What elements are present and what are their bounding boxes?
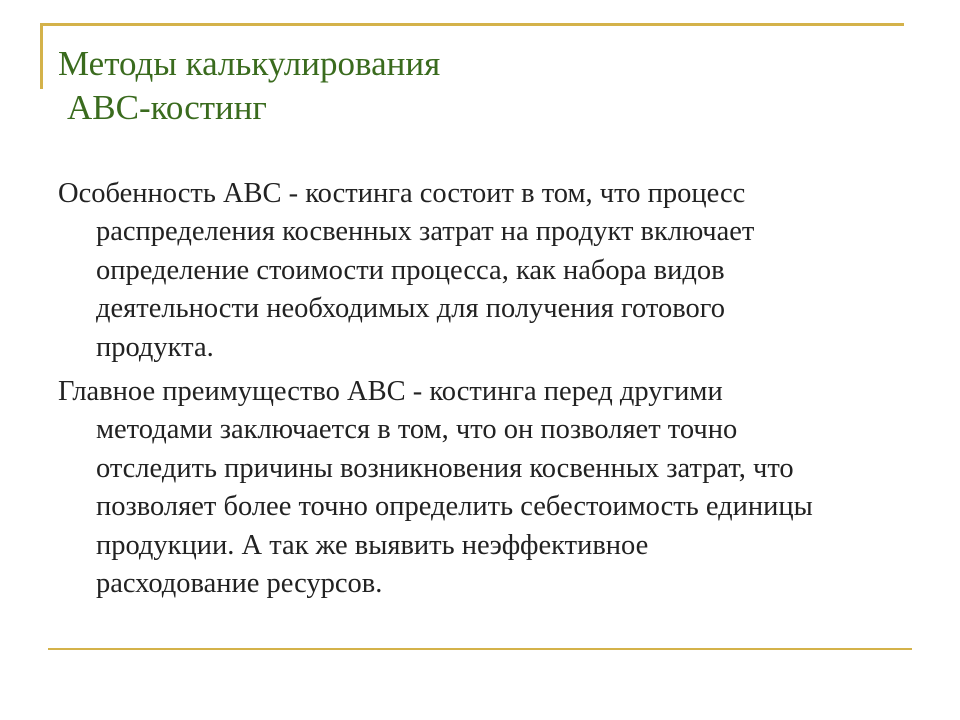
text-line: расходование ресурсов. — [96, 568, 383, 600]
text-line: деятельности необходимых для получения готового — [96, 293, 725, 325]
text-line: Главное преимущество АВС - костинга перед другими — [58, 376, 723, 408]
text-line: методами заключается в том, что он позволяет точно — [96, 414, 738, 446]
text-line: продукции. А так же выявить неэффективное — [96, 529, 649, 561]
text-line: распределения косвенных затрат на продукт включает — [96, 216, 755, 248]
bottom-rule — [48, 648, 912, 650]
text-line: отследить причины возникновения косвенных затрат, что — [96, 452, 794, 484]
slide-body — [58, 175, 918, 609]
left-rule — [40, 23, 43, 89]
text-line: Особенность АВС - костинга состоит в том, что процесс — [58, 178, 746, 209]
text-line: определение стоимости процесса, как набора видов — [96, 254, 725, 286]
paragraph-features — [58, 175, 918, 367]
title-line-1: Методы калькулирования — [58, 44, 441, 83]
slide-title — [58, 42, 878, 130]
paragraph-advantage — [58, 373, 918, 603]
text-line: продукта. — [96, 331, 214, 363]
text-line: позволяет более точно определить себестоимость единицы — [96, 491, 813, 523]
title-line-2: АВС-костинг — [67, 88, 267, 127]
top-rule — [40, 23, 904, 26]
